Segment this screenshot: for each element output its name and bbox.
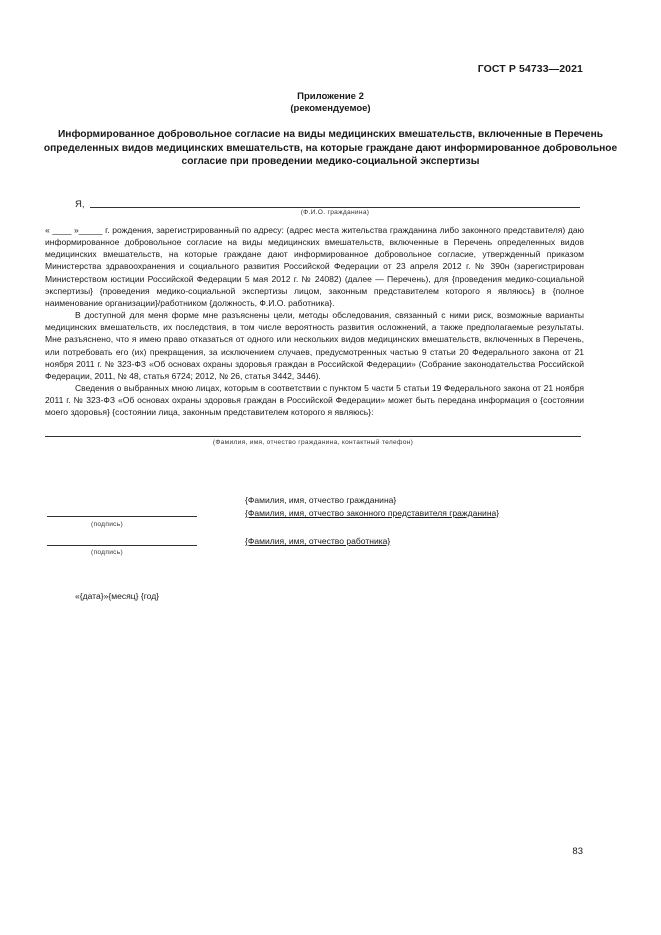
citizen-name: {Фамилия, имя, отчество гражданина} <box>245 495 397 505</box>
ya-label: Я, <box>75 199 85 210</box>
signature-caption-2: (подпись) <box>90 549 124 556</box>
paragraph-chosen-persons: Сведения о выбранных мною лицах, которым в соответствии с пунктом 5 части 5 статьи 19 Федерального закона от 21 ноября 2011 г. № 323-ФЗ «Об основах охраны здоровья граждан в Российской Федерации» может быть передана информация о {состоянии моего здоровья} {состоянии лица, законным представителем которого я являюсь}: <box>45 383 584 418</box>
paragraph-explained: В доступной для меня форме мне разъяснены цели, методы обследования, связанный с ними риск, возможные варианты медицинских вмешательств, их последствия, в том числе вероятность развития осложнений, а также предполагаемые результаты. Мне разъяснено, что я имею право отказаться от одного или нескольких видов медицинских вмешательств, включенных в Перечень, или потребовать его (их) прекращения, за исключением случаев, предусмотренных частью 9 статьи 20 Федерального закона от 21 ноября 2011 г. № 323-ФЗ «Об основах охраны здоровья граждан в Российской Федерации» (Собрание законодательства Российской Федерации, 2011, № 48, статья 6724; 2012, № 26, статья 3442, 3446). <box>45 310 584 381</box>
signature-caption-1: (подпись) <box>90 521 124 528</box>
worker-name: {Фамилия, имя, отчество работника} <box>245 536 391 546</box>
fio-caption: (Ф.И.О. гражданина) <box>300 209 370 216</box>
body-text <box>45 224 584 419</box>
date-line: «{дата}»{месяц} {год} <box>75 591 160 601</box>
signature-line-2 <box>47 545 197 546</box>
standard-number: ГОСТ Р 54733—2021 <box>477 63 583 75</box>
contact-fill-line <box>45 436 581 437</box>
contact-caption: (Фамилия, имя, отчество гражданина, контактный телефон) <box>212 439 414 446</box>
appendix-title: Приложение 2 <box>297 91 364 102</box>
fio-fill-line <box>90 207 580 208</box>
appendix-subtitle: (рекомендуемое) <box>290 103 371 114</box>
document-title: Информированное добровольное согласие на виды медицинских вмешательств, включенные в Перечень определенных видов медицинских вмешательств, на которые граждане дают информированное добровольное согласие при проведении медико-социальной экспертизы <box>43 129 618 167</box>
page-number: 83 <box>572 846 583 857</box>
representative-name: {Фамилия, имя, отчество законного представителя гражданина} <box>245 508 500 518</box>
signature-line-1 <box>47 516 197 517</box>
paragraph-birth-address: « ____ »_____ г. рождения, зарегистрированный по адресу: (адрес места жительства гражданина либо законного представителя) даю информированное добровольное согласие на виды медицинских вмешательств, включенные в Перечень определенных видов медицинских вмешательств, на которые граждане дают информированное добровольное согласие, утвержденный приказом Министерства здравоохранения и социального развития Российской Федерации от 23 апреля 2012 г. № 390н (зарегистрирован Министерством юстиции Российской Федерации 5 мая 2012 г. № 24082) (далее — Перечень), для {проведения медико-социальной экспертизы} {проведения медико-социальной экспертизы лицом, законным представителем которого я являюсь} в {полное наименование организации}/работником {должность, Ф.И.О. работника}. <box>45 225 584 308</box>
